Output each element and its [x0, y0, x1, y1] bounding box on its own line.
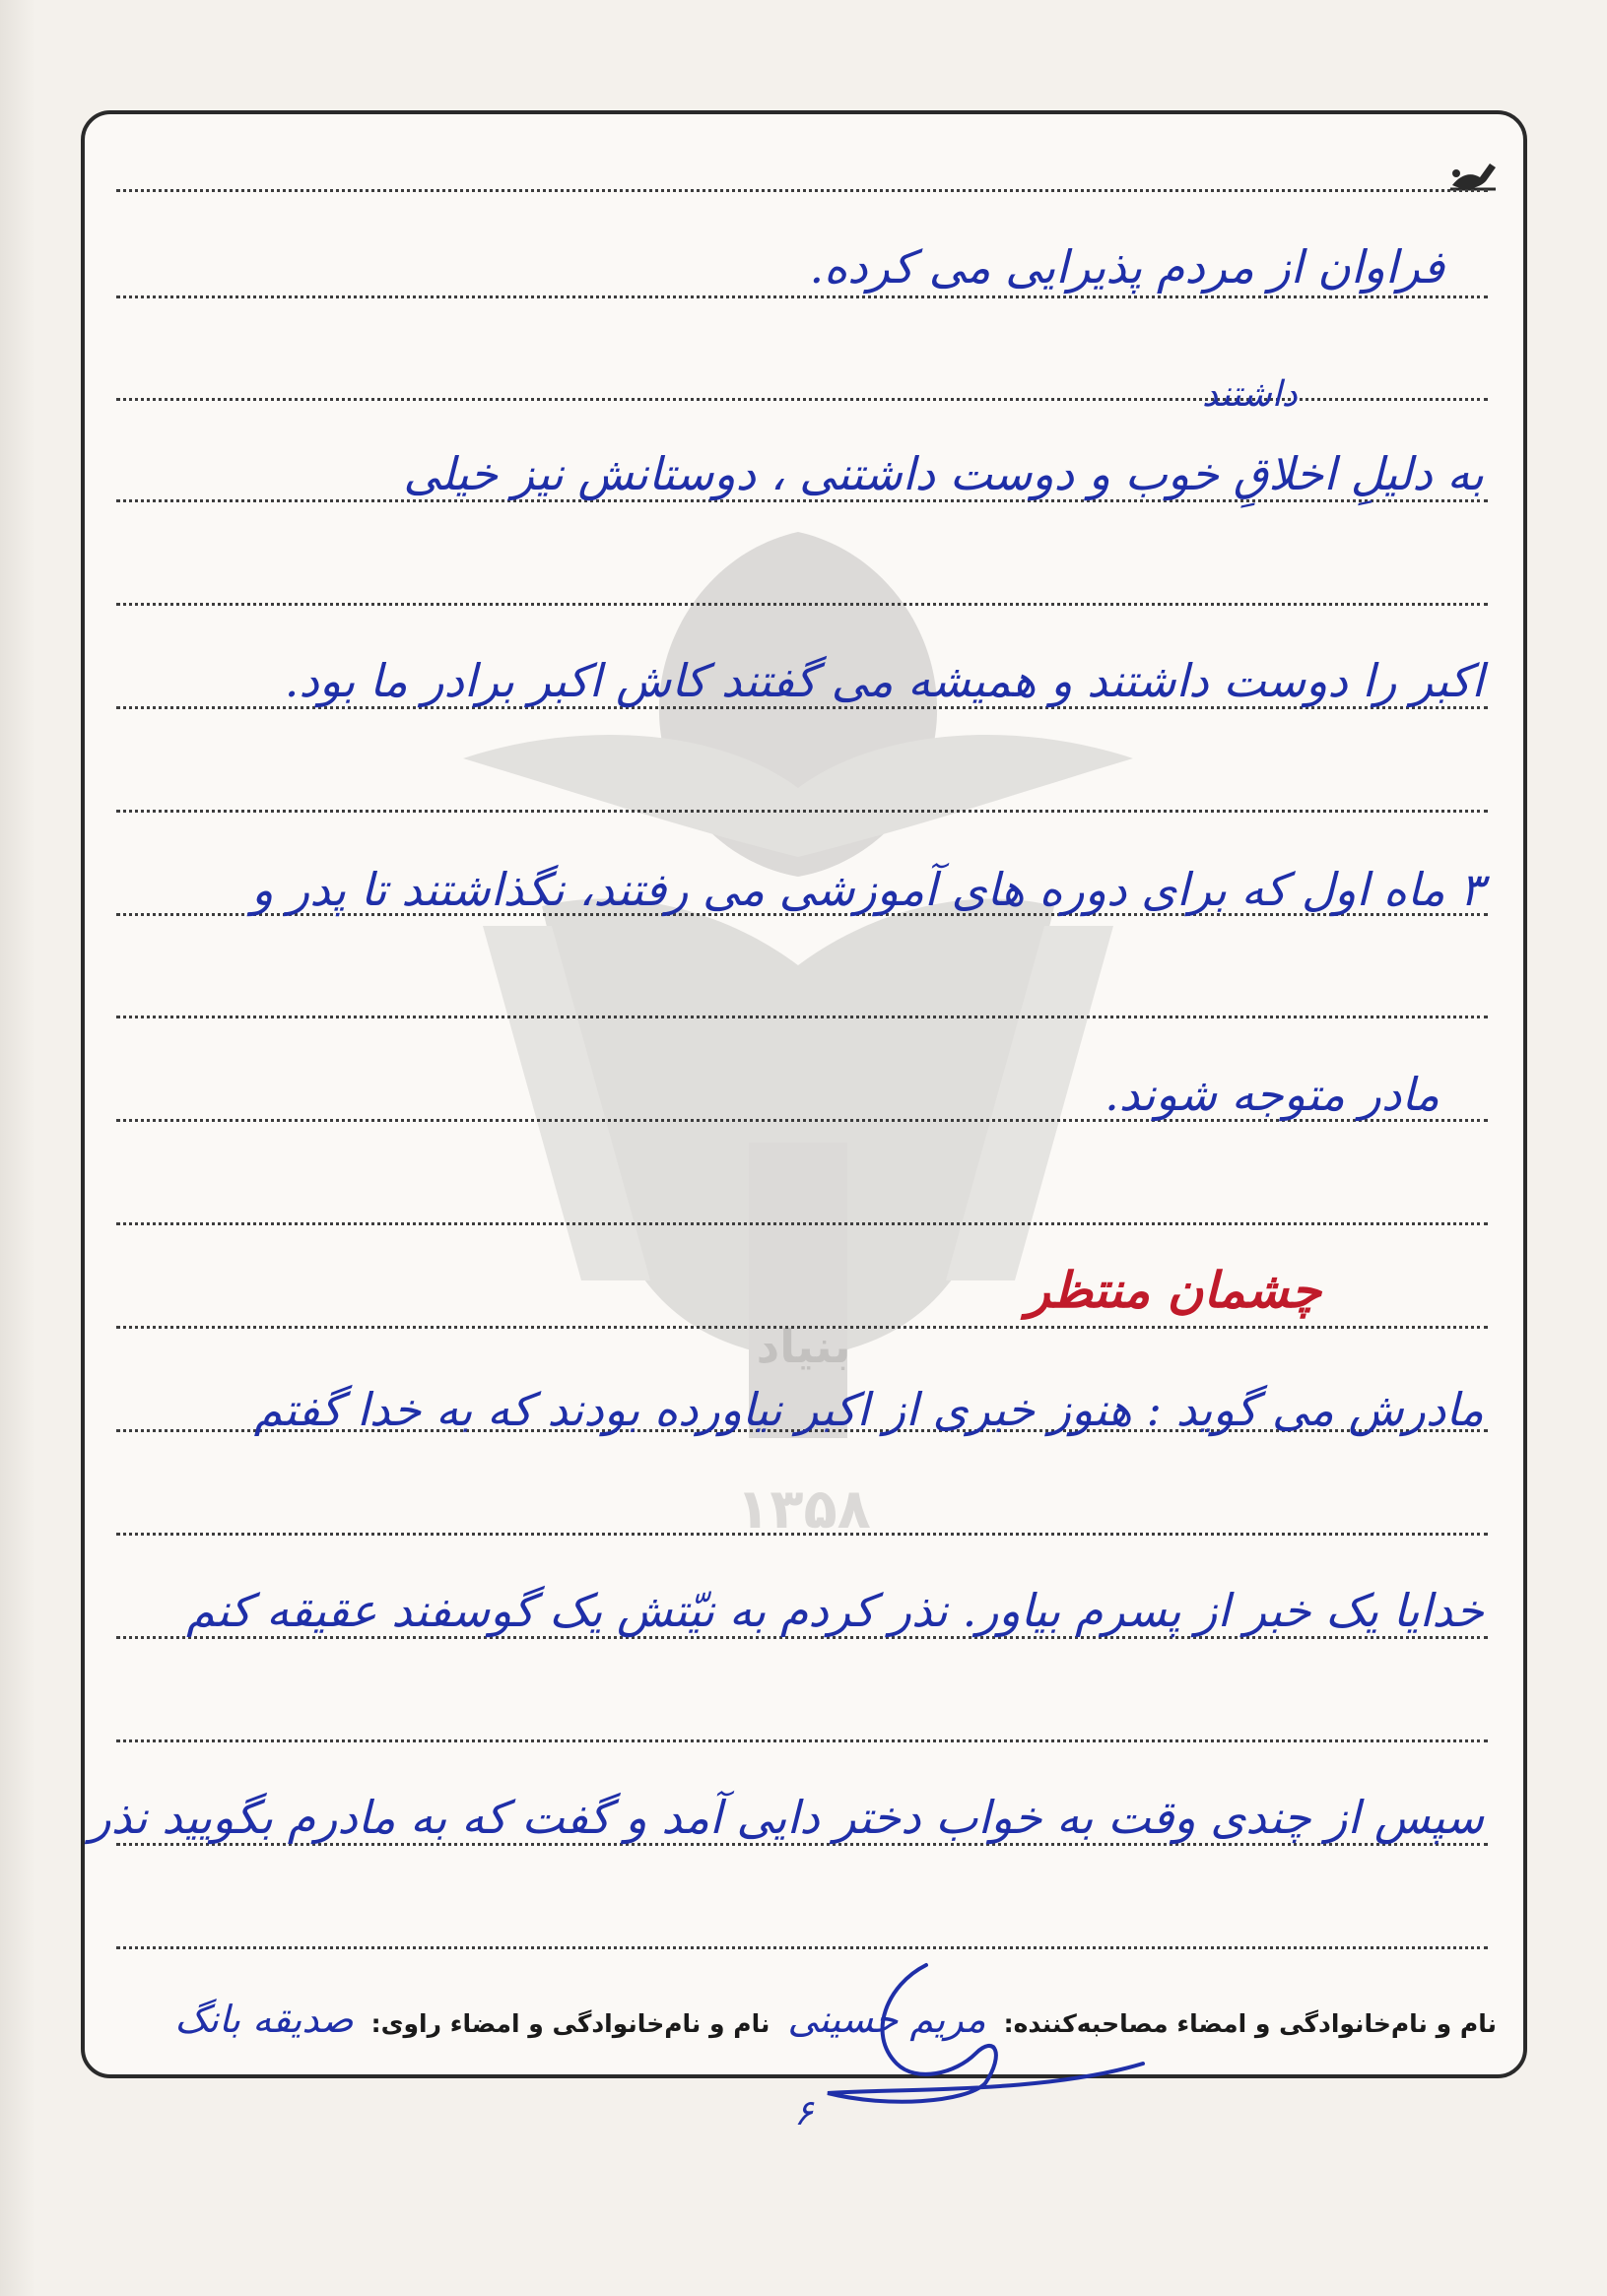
- watermark-year: ۱۳۵۸: [736, 1477, 871, 1542]
- ruled-line: [116, 1946, 1488, 1949]
- handwritten-line-5: مادر متوجه شوند.: [1105, 1068, 1440, 1121]
- ruled-line: [116, 1326, 1488, 1329]
- narrator-label: نام و نام‌خانوادگی و امضاء راوی:: [370, 2009, 770, 2038]
- handwritten-line-1: فراوان از مردم پذیرایی می کرده.: [809, 240, 1444, 294]
- ruled-line: [116, 1222, 1488, 1225]
- interviewer-label: نام و نام‌خانوادگی و امضاء مصاحبه‌کننده:: [1003, 2009, 1497, 2038]
- ruled-line: [116, 189, 1488, 192]
- interline-insertion: داشتند: [1202, 374, 1298, 415]
- signature-footer: [116, 1998, 1497, 2041]
- handwritten-line-6: مادرش می گوید : هنوز خبری از اکبر نیاورده بودند که به خدا گفتم: [253, 1383, 1484, 1436]
- watermark-name: بنیاد: [756, 1320, 851, 1373]
- ruled-line: [116, 1016, 1488, 1018]
- ruled-line: [116, 810, 1488, 813]
- handwritten-line-2: به دلیلِ اخلاقِ خوب و دوست داشتنی ، دوستانش نیز خیلی: [403, 447, 1484, 500]
- handwritten-line-3: اکبر را دوست داشتند و همیشه می گفتند کاش اکبر برادر ما بود.: [284, 654, 1484, 707]
- ruled-line: [116, 1533, 1488, 1536]
- ruled-line: [116, 603, 1488, 606]
- handwritten-line-4: ۳ ماه اول که برای دوره های آموزشی می رفتند، نگذاشتند تا پدر و: [251, 863, 1484, 916]
- paper-edge: [0, 0, 35, 2296]
- ruled-line: [116, 295, 1488, 298]
- ruled-line: [116, 1739, 1488, 1742]
- interviewer-signature: مریم حسینی: [787, 1998, 986, 2041]
- handwritten-line-7: خدایا یک خبر از پسرم بیاور. نذر کردم به نیّتش یک گوسفند عقیقه کنم: [186, 1584, 1484, 1637]
- handwritten-line-8: سپس از چندی وقت به خواب دختر دایی آمد و گفت که به مادرم بگویید نذر: [89, 1791, 1484, 1844]
- signature-flourish: [808, 1945, 1153, 2113]
- section-heading: چشمان منتظر: [1026, 1261, 1321, 1319]
- narrator-signature: صدیقه بانگ: [174, 1998, 354, 2041]
- page-number: ۶: [793, 2093, 814, 2133]
